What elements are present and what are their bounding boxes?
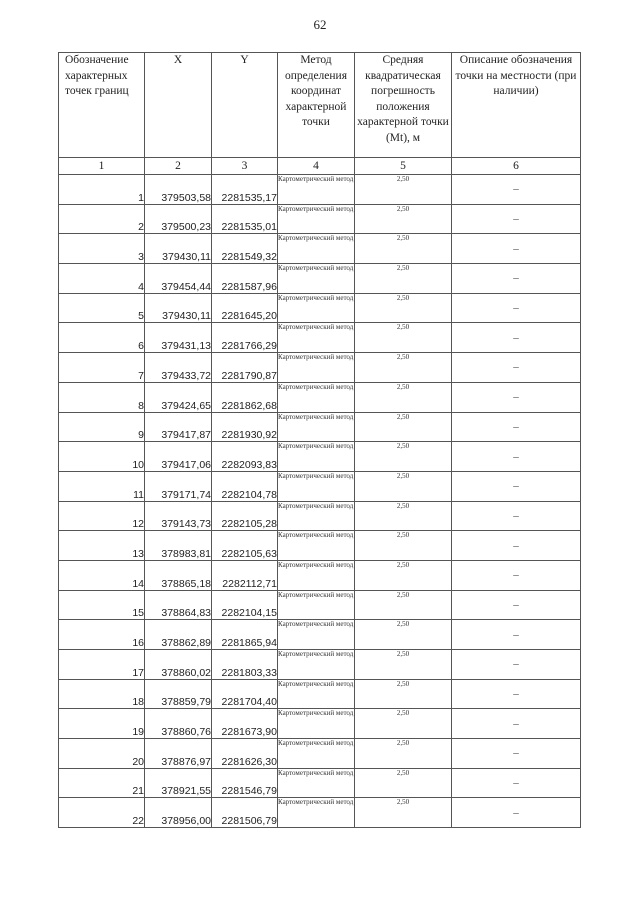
table-row (59, 650, 581, 680)
y-coordinate: 2281766,29 (212, 323, 278, 353)
y-coordinate: 2282104,78 (212, 471, 278, 501)
x-coordinate: 378865,18 (145, 560, 212, 590)
point-number: 16 (59, 620, 145, 650)
y-coordinate: 2282112,71 (212, 560, 278, 590)
error-cell: 2,50 (355, 620, 452, 650)
description-cell: – (452, 739, 581, 769)
column-number: 3 (212, 158, 278, 175)
description-cell: – (452, 293, 581, 323)
point-number: 13 (59, 531, 145, 561)
y-coordinate: 2282105,63 (212, 531, 278, 561)
table-row (59, 531, 581, 561)
error-cell: 2,50 (355, 560, 452, 590)
error-cell: 2,50 (355, 323, 452, 353)
table-row (59, 590, 581, 620)
method-cell: Картометрический метод (278, 709, 355, 739)
method-cell: Картометрический метод (278, 442, 355, 472)
table-row (59, 620, 581, 650)
error-cell: 2,50 (355, 471, 452, 501)
x-coordinate: 379430,11 (145, 234, 212, 264)
x-coordinate: 378983,81 (145, 531, 212, 561)
x-coordinate: 379500,23 (145, 204, 212, 234)
y-coordinate: 2281587,96 (212, 264, 278, 294)
method-cell: Картометрический метод (278, 650, 355, 680)
error-cell: 2,50 (355, 264, 452, 294)
x-coordinate: 378864,83 (145, 590, 212, 620)
x-coordinate: 379143,73 (145, 501, 212, 531)
table-row (59, 353, 581, 383)
x-coordinate: 378862,89 (145, 620, 212, 650)
table-row (59, 234, 581, 264)
point-number: 2 (59, 204, 145, 234)
error-cell: 2,50 (355, 590, 452, 620)
description-cell: – (452, 679, 581, 709)
error-cell: 2,50 (355, 204, 452, 234)
x-coordinate: 379417,87 (145, 412, 212, 442)
description-cell: – (452, 768, 581, 798)
y-coordinate: 2282104,15 (212, 590, 278, 620)
method-cell: Картометрический метод (278, 768, 355, 798)
description-cell: – (452, 353, 581, 383)
point-number: 18 (59, 679, 145, 709)
description-cell: – (452, 471, 581, 501)
description-cell: – (452, 264, 581, 294)
table-row (59, 739, 581, 769)
table-row (59, 560, 581, 590)
description-cell: – (452, 798, 581, 828)
y-coordinate: 2281645,20 (212, 293, 278, 323)
point-number: 3 (59, 234, 145, 264)
column-number: 1 (59, 158, 145, 175)
method-cell: Картометрический метод (278, 353, 355, 383)
column-number: 5 (355, 158, 452, 175)
point-number: 14 (59, 560, 145, 590)
description-cell: – (452, 204, 581, 234)
x-coordinate: 378876,97 (145, 739, 212, 769)
point-number: 4 (59, 264, 145, 294)
description-cell: – (452, 234, 581, 264)
method-cell: Картометрический метод (278, 679, 355, 709)
x-coordinate: 378860,02 (145, 650, 212, 680)
y-coordinate: 2281704,40 (212, 679, 278, 709)
table-row (59, 709, 581, 739)
y-coordinate: 2281546,79 (212, 768, 278, 798)
point-number: 12 (59, 501, 145, 531)
y-coordinate: 2282105,28 (212, 501, 278, 531)
y-coordinate: 2281535,01 (212, 204, 278, 234)
error-cell: 2,50 (355, 709, 452, 739)
x-coordinate: 378859,79 (145, 679, 212, 709)
header-description: Описание обозначения точки на местности (при наличии) (452, 53, 581, 158)
table-row (59, 175, 581, 205)
method-cell: Картометрический метод (278, 531, 355, 561)
point-number: 20 (59, 739, 145, 769)
description-cell: – (452, 175, 581, 205)
x-coordinate: 379430,11 (145, 293, 212, 323)
method-cell: Картометрический метод (278, 560, 355, 590)
method-cell: Картометрический метод (278, 620, 355, 650)
y-coordinate: 2281930,92 (212, 412, 278, 442)
method-cell: Картометрический метод (278, 471, 355, 501)
error-cell: 2,50 (355, 650, 452, 680)
header-error: Средняя квадратическая погрешность положения характерной точки (Mt), м (355, 53, 452, 158)
point-number: 10 (59, 442, 145, 472)
error-cell: 2,50 (355, 739, 452, 769)
method-cell: Картометрический метод (278, 175, 355, 205)
description-cell: – (452, 650, 581, 680)
header-row (59, 53, 581, 158)
table-row (59, 501, 581, 531)
page-number: 62 (313, 17, 327, 32)
column-number: 6 (452, 158, 581, 175)
table-row (59, 382, 581, 412)
point-number: 9 (59, 412, 145, 442)
error-cell: 2,50 (355, 293, 452, 323)
table-row (59, 264, 581, 294)
coordinates-table (58, 52, 581, 828)
method-cell: Картометрический метод (278, 382, 355, 412)
table-row (59, 323, 581, 353)
method-cell: Картометрический метод (278, 798, 355, 828)
method-cell: Картометрический метод (278, 234, 355, 264)
method-cell: Картометрический метод (278, 501, 355, 531)
header-x: X (145, 53, 212, 158)
x-coordinate: 378921,55 (145, 768, 212, 798)
point-number: 17 (59, 650, 145, 680)
error-cell: 2,50 (355, 234, 452, 264)
error-cell: 2,50 (355, 175, 452, 205)
x-coordinate: 379431,13 (145, 323, 212, 353)
method-cell: Картометрический метод (278, 204, 355, 234)
point-number: 19 (59, 709, 145, 739)
x-coordinate: 379424,65 (145, 382, 212, 412)
table-row (59, 412, 581, 442)
header-point-designation: Обозначение характерных точек границ (59, 53, 145, 158)
y-coordinate: 2281790,87 (212, 353, 278, 383)
x-coordinate: 379417,06 (145, 442, 212, 472)
header-method: Метод определения координат характерной точки (278, 53, 355, 158)
point-number: 7 (59, 353, 145, 383)
table-row (59, 442, 581, 472)
point-number: 1 (59, 175, 145, 205)
point-number: 8 (59, 382, 145, 412)
error-cell: 2,50 (355, 442, 452, 472)
error-cell: 2,50 (355, 353, 452, 383)
error-cell: 2,50 (355, 412, 452, 442)
description-cell: – (452, 412, 581, 442)
error-cell: 2,50 (355, 798, 452, 828)
y-coordinate: 2281549,32 (212, 234, 278, 264)
description-cell: – (452, 382, 581, 412)
x-coordinate: 379454,44 (145, 264, 212, 294)
column-number-row (59, 158, 581, 175)
method-cell: Картометрический метод (278, 293, 355, 323)
point-number: 6 (59, 323, 145, 353)
x-coordinate: 379171,74 (145, 471, 212, 501)
x-coordinate: 378860,76 (145, 709, 212, 739)
y-coordinate: 2281506,79 (212, 798, 278, 828)
error-cell: 2,50 (355, 501, 452, 531)
error-cell: 2,50 (355, 382, 452, 412)
description-cell: – (452, 709, 581, 739)
y-coordinate: 2281865,94 (212, 620, 278, 650)
table-row (59, 798, 581, 828)
table-body (59, 175, 581, 828)
description-cell: – (452, 501, 581, 531)
description-cell: – (452, 590, 581, 620)
method-cell: Картометрический метод (278, 264, 355, 294)
table-row (59, 768, 581, 798)
header-y: Y (212, 53, 278, 158)
y-coordinate: 2282093,83 (212, 442, 278, 472)
y-coordinate: 2281862,68 (212, 382, 278, 412)
method-cell: Картометрический метод (278, 323, 355, 353)
description-cell: – (452, 560, 581, 590)
table-row (59, 293, 581, 323)
table-row (59, 679, 581, 709)
description-cell: – (452, 323, 581, 353)
point-number: 11 (59, 471, 145, 501)
y-coordinate: 2281626,30 (212, 739, 278, 769)
table-row (59, 471, 581, 501)
point-number: 15 (59, 590, 145, 620)
point-number: 5 (59, 293, 145, 323)
error-cell: 2,50 (355, 531, 452, 561)
error-cell: 2,50 (355, 679, 452, 709)
description-cell: – (452, 531, 581, 561)
y-coordinate: 2281803,33 (212, 650, 278, 680)
table-row (59, 204, 581, 234)
x-coordinate: 378956,00 (145, 798, 212, 828)
method-cell: Картометрический метод (278, 590, 355, 620)
description-cell: – (452, 620, 581, 650)
x-coordinate: 379503,58 (145, 175, 212, 205)
point-number: 21 (59, 768, 145, 798)
point-number: 22 (59, 798, 145, 828)
column-number: 4 (278, 158, 355, 175)
column-number: 2 (145, 158, 212, 175)
method-cell: Картометрический метод (278, 412, 355, 442)
description-cell: – (452, 442, 581, 472)
y-coordinate: 2281535,17 (212, 175, 278, 205)
y-coordinate: 2281673,90 (212, 709, 278, 739)
x-coordinate: 379433,72 (145, 353, 212, 383)
method-cell: Картометрический метод (278, 739, 355, 769)
error-cell: 2,50 (355, 768, 452, 798)
